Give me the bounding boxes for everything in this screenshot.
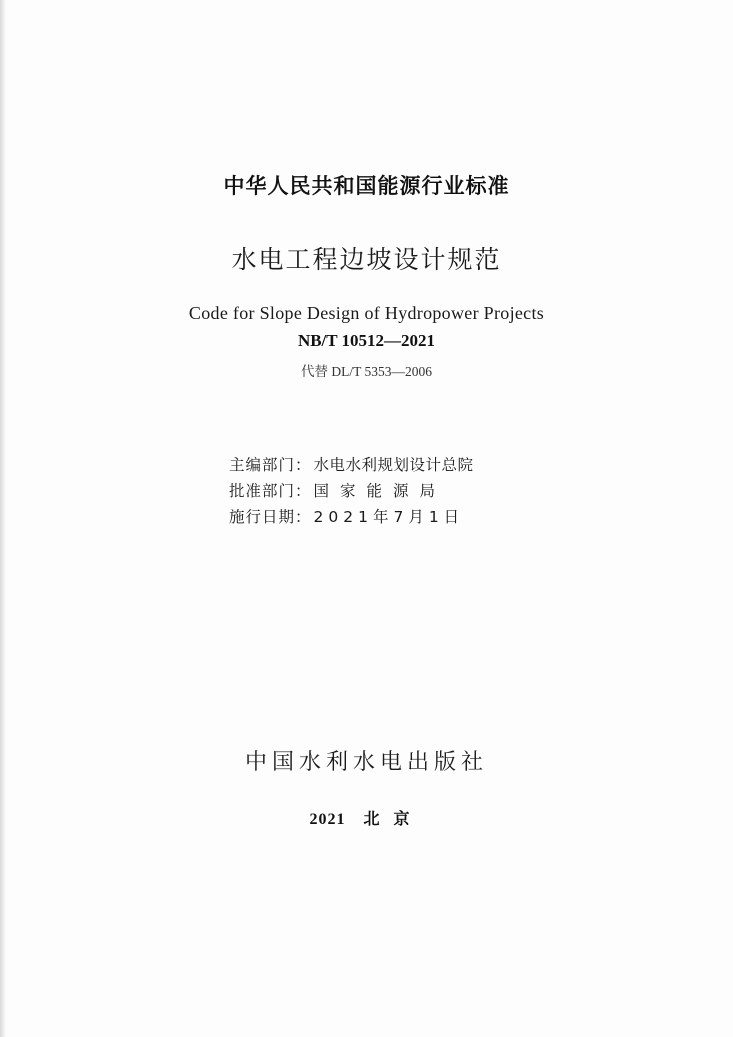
- effective-date-row: [229, 504, 549, 530]
- publication-year: 2021: [309, 811, 346, 828]
- approver-value: 国家能源局: [313, 482, 447, 500]
- publication-city: 北京: [363, 809, 424, 828]
- effective-date-label: 施行日期：: [229, 508, 312, 526]
- document-info-block: [229, 452, 549, 530]
- english-title: Code for Slope Design of Hydropower Projects: [188, 303, 545, 323]
- standard-code: NB/T 10512—2021: [297, 331, 436, 350]
- standard-category-title: 中华人民共和国能源行业标准: [223, 174, 510, 198]
- effective-date-value: 2021年7月1日: [313, 508, 465, 526]
- replaces-standard: 代替 DL/T 5353—2006: [301, 364, 432, 379]
- editor-label: 主编部门：: [229, 456, 312, 474]
- approver-label: 批准部门：: [229, 482, 312, 500]
- editor-row: [229, 452, 549, 478]
- document-title: 水电工程边坡设计规范: [231, 245, 502, 274]
- approver-row: [229, 478, 549, 504]
- publisher-name: 中国水利水电出版社: [244, 750, 488, 775]
- publication-line: [0, 806, 733, 829]
- editor-value: 水电水利规划设计总院: [313, 456, 474, 474]
